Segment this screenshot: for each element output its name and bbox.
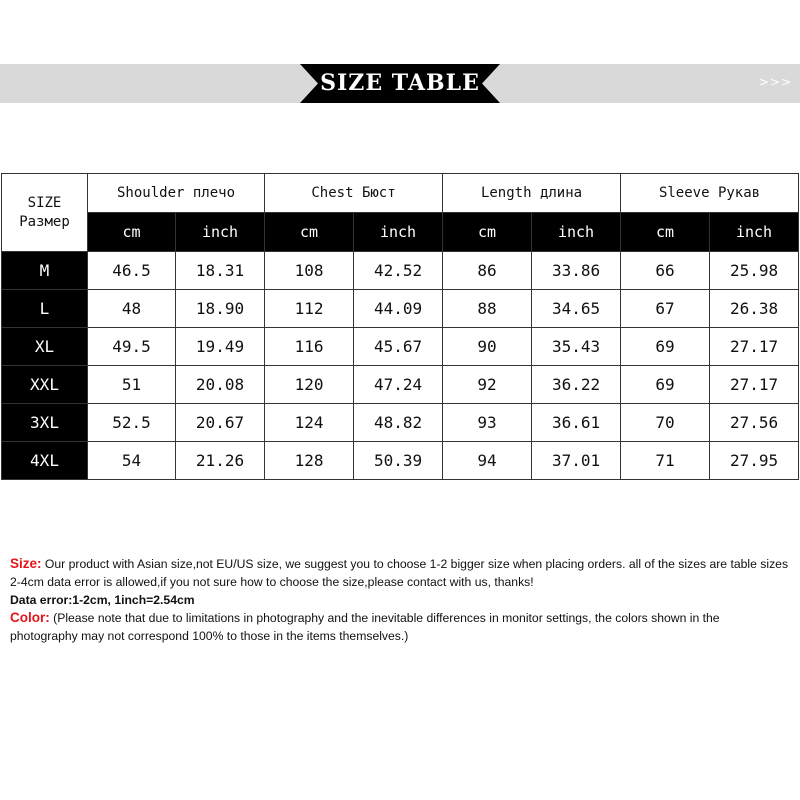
value-cell: 93 <box>443 404 532 442</box>
unit-header-cm: cm <box>88 213 176 252</box>
value-cell: 88 <box>443 290 532 328</box>
value-cell: 54 <box>88 442 176 480</box>
value-cell: 70 <box>621 404 710 442</box>
size-header-ru: Размер <box>19 213 70 230</box>
value-cell: 116 <box>265 328 354 366</box>
value-cell: 128 <box>265 442 354 480</box>
size-note-text: Our product with Asian size,not EU/US size, we suggest you to choose 1-2 bigger size when placing orders. all of the sizes are table sizes 2-4cm data error is allowed,if you not sure how to choose the size,please contact with us, thanks! <box>10 557 789 589</box>
unit-header-inch: inch <box>710 213 799 252</box>
value-cell: 27.17 <box>710 328 799 366</box>
value-cell: 20.08 <box>176 366 265 404</box>
value-cell: 27.17 <box>710 366 799 404</box>
value-cell: 120 <box>265 366 354 404</box>
value-cell: 19.49 <box>176 328 265 366</box>
unit-header-inch: inch <box>532 213 621 252</box>
unit-header-cm: cm <box>265 213 354 252</box>
value-cell: 69 <box>621 366 710 404</box>
value-cell: 124 <box>265 404 354 442</box>
group-header-sleeve: Sleeve Рукав <box>621 174 799 213</box>
value-cell: 46.5 <box>88 252 176 290</box>
value-cell: 34.65 <box>532 290 621 328</box>
size-label: L <box>2 290 88 328</box>
table-row <box>2 252 799 290</box>
group-header-chest: Chest Бюст <box>265 174 443 213</box>
value-cell: 67 <box>621 290 710 328</box>
table-row <box>2 290 799 328</box>
value-cell: 33.86 <box>532 252 621 290</box>
size-header-en: SIZE <box>27 194 62 211</box>
value-cell: 52.5 <box>88 404 176 442</box>
value-cell: 50.39 <box>354 442 443 480</box>
value-cell: 47.24 <box>354 366 443 404</box>
data-error-note: Data error:1-2cm, 1inch=2.54cm <box>10 593 195 607</box>
size-table <box>1 173 799 480</box>
value-cell: 26.38 <box>710 290 799 328</box>
value-cell: 66 <box>621 252 710 290</box>
value-cell: 18.31 <box>176 252 265 290</box>
value-cell: 37.01 <box>532 442 621 480</box>
header-row-units <box>2 213 799 252</box>
value-cell: 42.52 <box>354 252 443 290</box>
value-cell: 49.5 <box>88 328 176 366</box>
size-label: XXL <box>2 366 88 404</box>
size-label: 4XL <box>2 442 88 480</box>
size-label: 3XL <box>2 404 88 442</box>
banner-title: SIZE TABLE <box>320 70 480 96</box>
unit-header-inch: inch <box>354 213 443 252</box>
value-cell: 45.67 <box>354 328 443 366</box>
value-cell: 27.56 <box>710 404 799 442</box>
value-cell: 44.09 <box>354 290 443 328</box>
value-cell: 94 <box>443 442 532 480</box>
size-column-header <box>2 174 88 252</box>
color-note <box>10 609 790 645</box>
value-cell: 51 <box>88 366 176 404</box>
value-cell: 20.67 <box>176 404 265 442</box>
value-cell: 71 <box>621 442 710 480</box>
value-cell: 35.43 <box>532 328 621 366</box>
value-cell: 36.61 <box>532 404 621 442</box>
value-cell: 86 <box>443 252 532 290</box>
color-note-text: (Please note that due to limitations in photography and the inevitable differences in monitor settings, the colors shown in the photography may not correspond 100% to those in the items themselves.) <box>10 611 720 643</box>
value-cell: 48 <box>88 290 176 328</box>
table-row <box>2 404 799 442</box>
value-cell: 90 <box>443 328 532 366</box>
value-cell: 112 <box>265 290 354 328</box>
value-cell: 25.98 <box>710 252 799 290</box>
group-header-length: Length длина <box>443 174 621 213</box>
value-cell: 108 <box>265 252 354 290</box>
size-label: XL <box>2 328 88 366</box>
value-cell: 48.82 <box>354 404 443 442</box>
unit-header-cm: cm <box>621 213 710 252</box>
value-cell: 21.26 <box>176 442 265 480</box>
group-header-shoulder: Shoulder плечо <box>88 174 265 213</box>
unit-header-cm: cm <box>443 213 532 252</box>
value-cell: 18.90 <box>176 290 265 328</box>
value-cell: 27.95 <box>710 442 799 480</box>
notes-block <box>10 555 790 645</box>
size-note <box>10 555 790 591</box>
value-cell: 92 <box>443 366 532 404</box>
size-note-label: Size: <box>10 556 42 571</box>
value-cell: 36.22 <box>532 366 621 404</box>
banner-arrows: >>> <box>758 75 792 89</box>
color-note-label: Color: <box>10 610 50 625</box>
value-cell: 69 <box>621 328 710 366</box>
table-row <box>2 328 799 366</box>
header-row-groups <box>2 174 799 213</box>
table-row <box>2 442 799 480</box>
table-row <box>2 366 799 404</box>
size-label: M <box>2 252 88 290</box>
unit-header-inch: inch <box>176 213 265 252</box>
